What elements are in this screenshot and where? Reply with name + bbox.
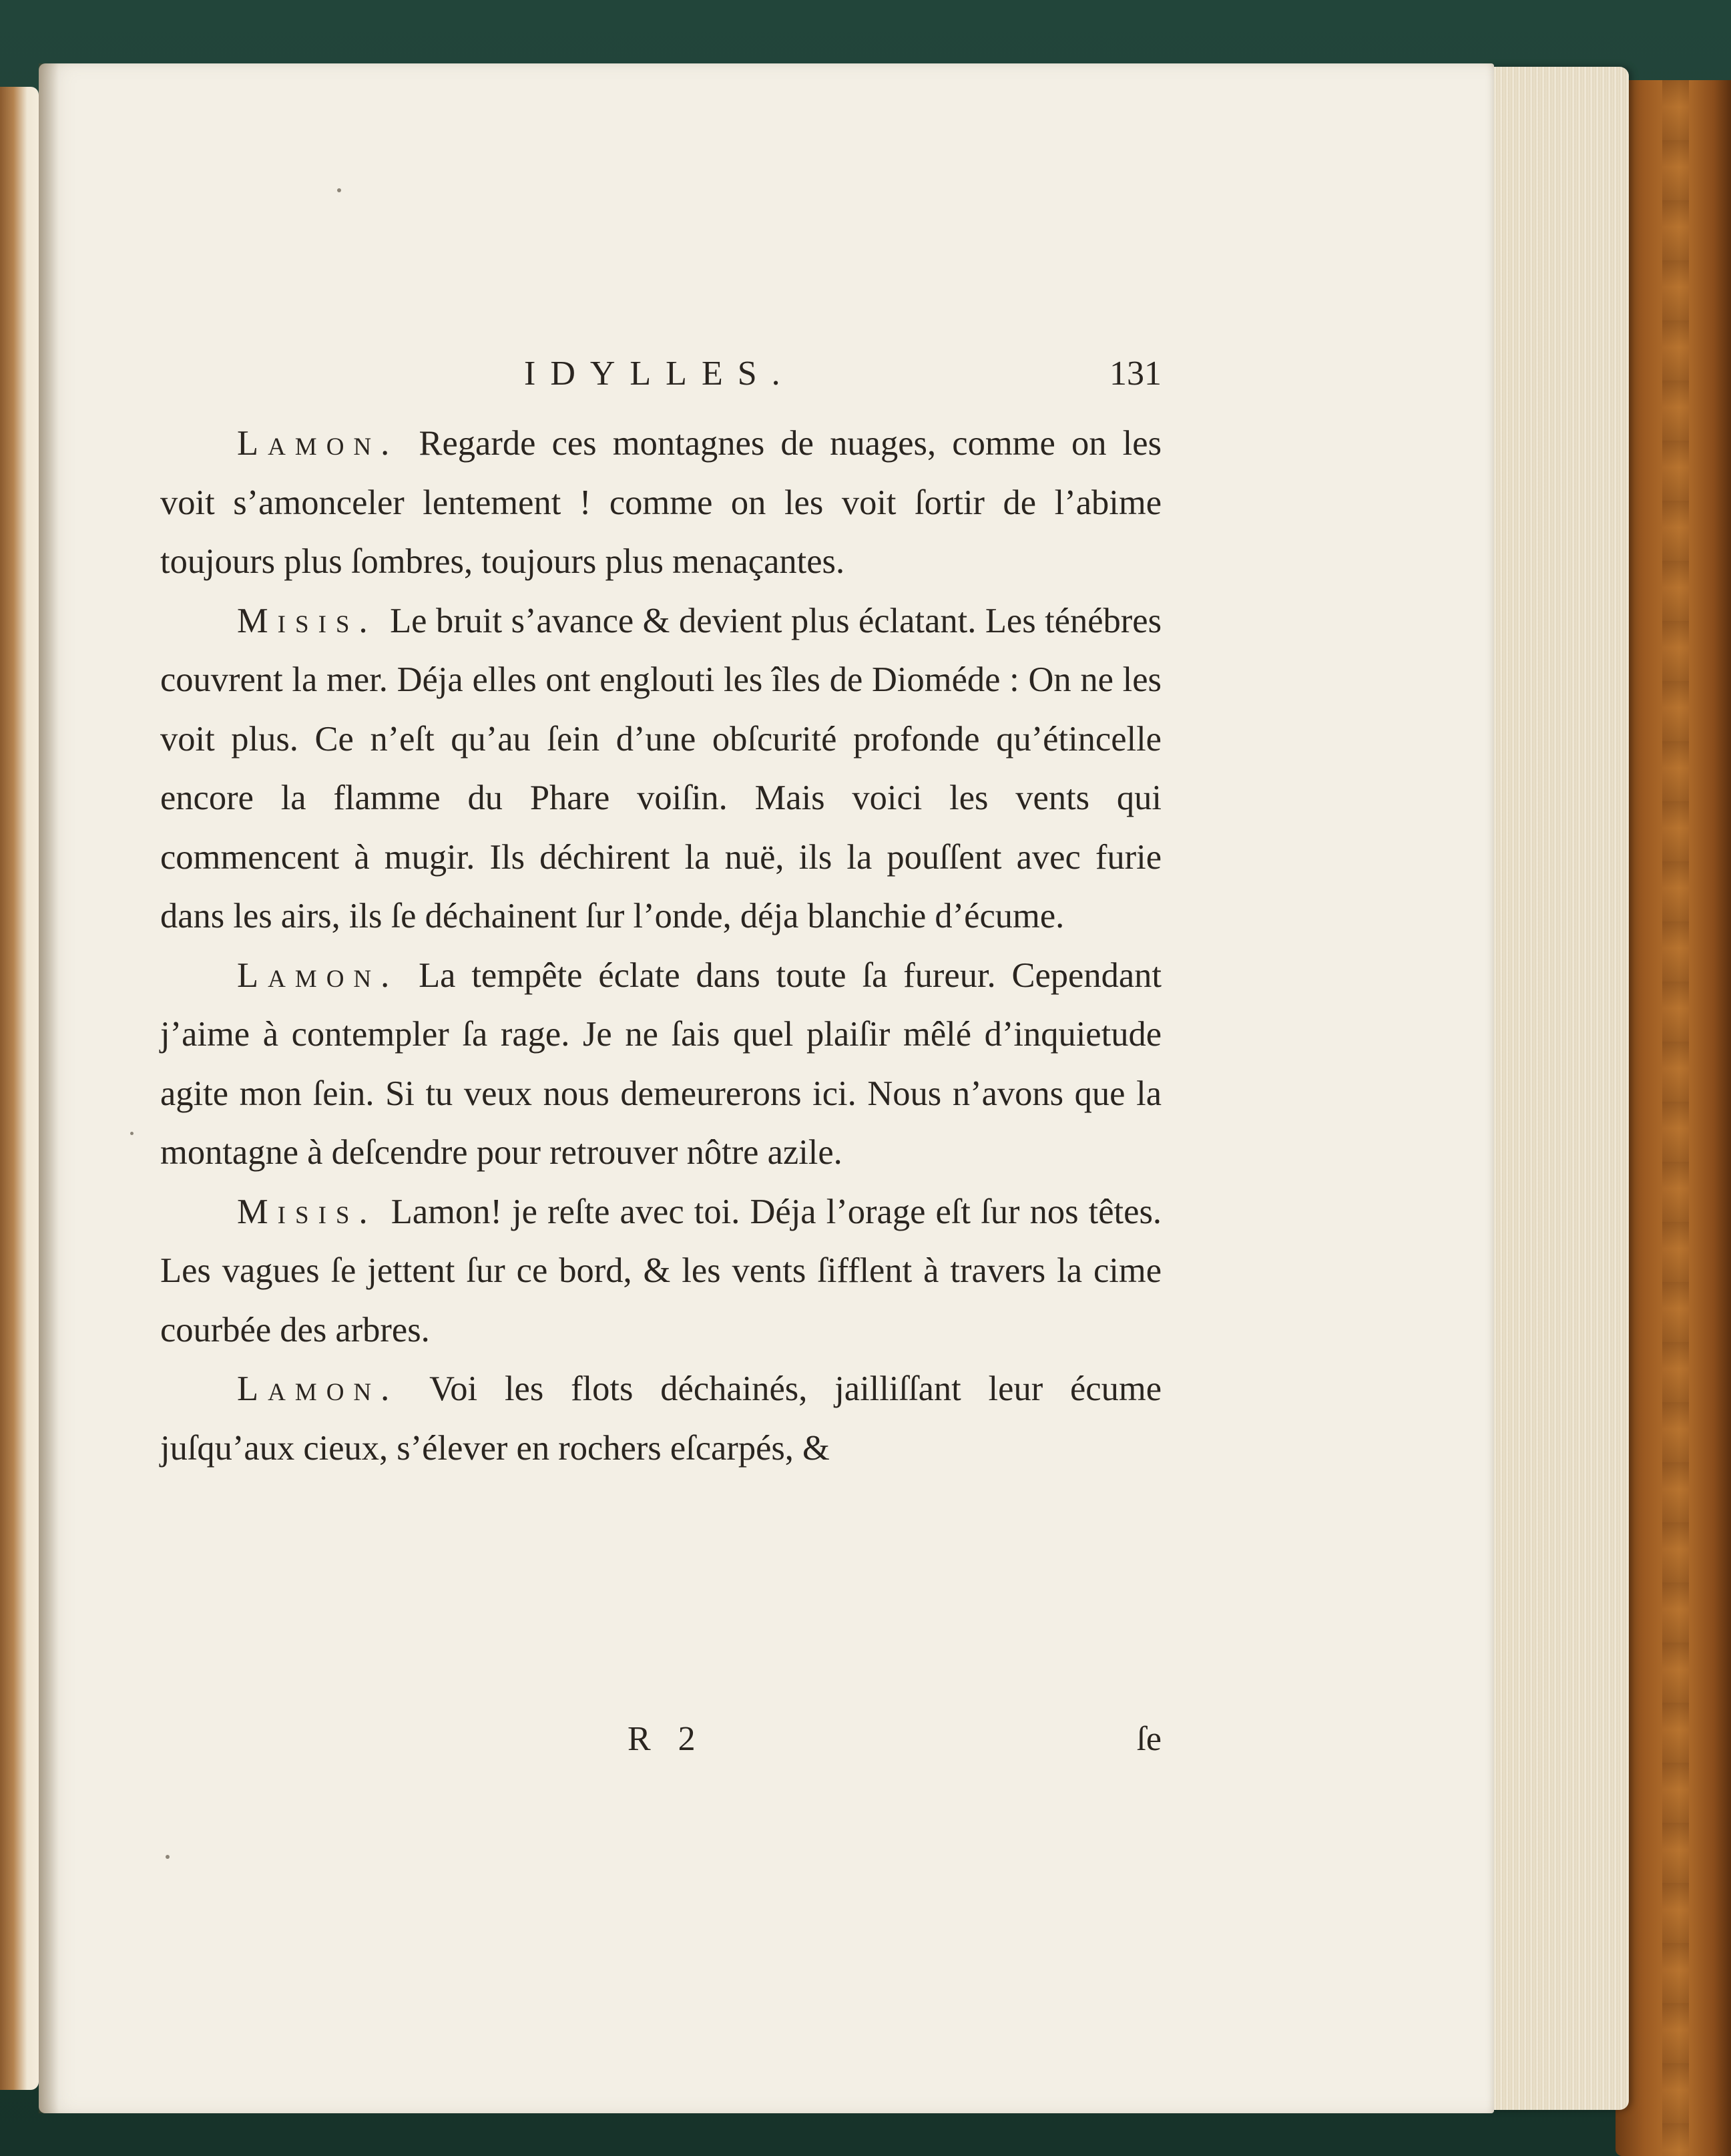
running-title: IDYLLES. bbox=[524, 355, 795, 393]
paper-speck bbox=[337, 188, 341, 192]
page-footer bbox=[160, 1719, 1162, 1773]
previous-page-edge bbox=[0, 87, 39, 2090]
speaker-name: Lamon. bbox=[237, 424, 399, 463]
catchword: ſe bbox=[1136, 1720, 1162, 1758]
speaker-name: Misis. bbox=[237, 1192, 377, 1231]
paragraph bbox=[160, 1359, 1162, 1478]
paragraph bbox=[160, 592, 1162, 946]
paragraph-text: Lamon! je reſte avec toi. Déja l’orage eſt ſur nos têtes. Les vagues ſe jettent ſur ce bord, & les vents ſifflent à travers la cime courbée des arbres. bbox=[160, 1192, 1162, 1349]
paragraph-text: La tempête éclate dans toute ſa fureur. Cependant j’aime à contempler ſa rage. Je ne ſais quel plaiſir mêlé d’inquietude agite mon ſein. Si tu veux nous demeurerons ici. Nous n’avons que la montagne à deſcendre pour retrouver nôtre azile. bbox=[160, 955, 1162, 1172]
speaker-name: Lamon. bbox=[237, 1369, 399, 1408]
paragraph-text: Regarde ces montagnes de nuages, comme on les voit s’amonceler lentement ! comme on les voit ſortir de l’abime toujours plus ſombres, toujours plus menaçantes. bbox=[160, 424, 1162, 581]
paper-speck bbox=[130, 1132, 134, 1135]
page-stack bbox=[1485, 67, 1629, 2110]
speaker-name: Misis. bbox=[237, 601, 377, 640]
signature-mark: R 2 bbox=[628, 1720, 705, 1758]
page-number: 131 bbox=[1109, 355, 1162, 393]
paragraph bbox=[160, 946, 1162, 1182]
paragraph bbox=[160, 1182, 1162, 1360]
running-head bbox=[160, 354, 1162, 401]
paragraph-text: Le bruit s’avance & devient plus éclatant. Les ténébres couvrent la mer. Déja elles ont englouti les îles de Dioméde : On ne les voit plus. Ce n’eſt qu’au ſein d’une obſcurité profonde qu’étincelle encore la flamme du Phare voiſin. Mais voici les vents qui commencent à mugir. Ils déchirent la nuë, ils la pouſſent avec furie dans les airs, ils ſe déchainent ſur l’onde, déja blanchie d’écume. bbox=[160, 601, 1162, 935]
body-text bbox=[160, 414, 1162, 1478]
paragraph bbox=[160, 414, 1162, 592]
book-cover bbox=[1616, 80, 1731, 2156]
paper-speck bbox=[166, 1855, 170, 1859]
paragraph-text: Voi les flots déchainés, jailliſſant leur écume juſqu’aux cieux, s’élever en rochers eſcarpés, & bbox=[160, 1369, 1162, 1468]
speaker-name: Lamon. bbox=[237, 955, 399, 995]
gutter-shadow bbox=[39, 63, 59, 2113]
